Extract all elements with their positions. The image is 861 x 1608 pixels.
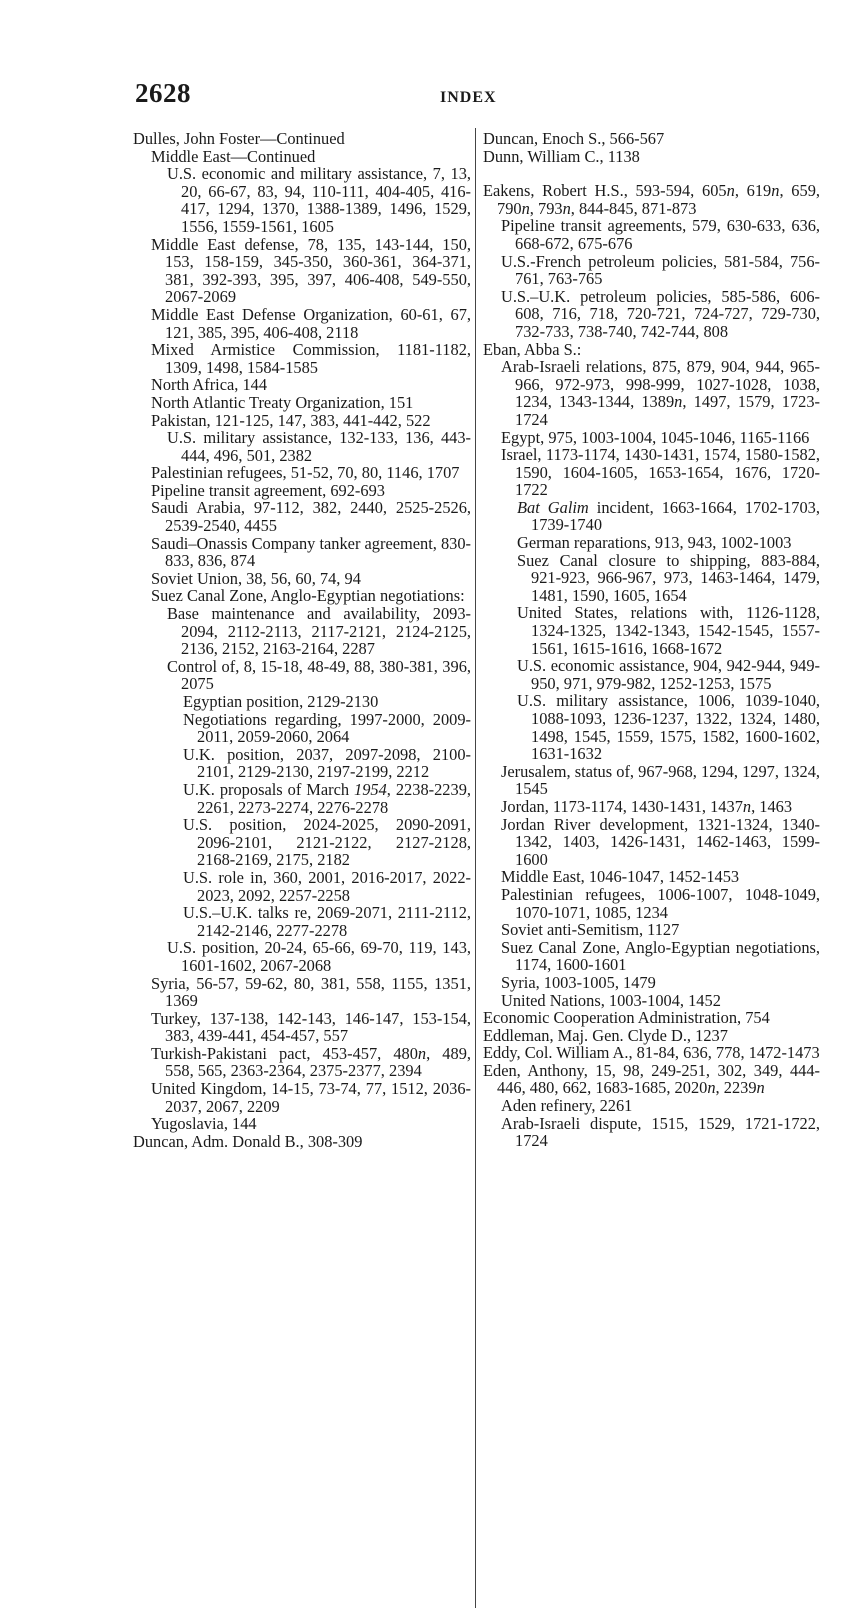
index-entry xyxy=(151,394,471,412)
index-entry xyxy=(183,781,471,816)
index-entry-text: Israel, 1173-1174, 1430-1431, 1574, 1580-1582, 1590, 1604-1605, 1653-1654, 1676, 1720-1722 xyxy=(501,445,820,500)
index-entry-text: Saudi–Onassis Company tanker agreement, 830-833, 836, 874 xyxy=(151,533,472,571)
index-entry xyxy=(151,1045,471,1080)
index-entry xyxy=(483,148,820,166)
index-entry-text: , 2238-2239, 2261, 2273-2274, 2276-2278 xyxy=(197,779,471,817)
index-entry-text: U.S. economic assistance, 904, 942-944, 949-950, 971, 979-982, 1252-1253, 1575 xyxy=(517,656,820,693)
index-entry-text: , 619 xyxy=(734,181,772,201)
index-entry-text: Suez Canal Zone, Anglo-Egyptian negotiations, 1174, 1600-1601 xyxy=(501,937,820,975)
index-entry xyxy=(517,534,820,552)
index-entry-text: United Nations, 1003-1004, 1452 xyxy=(501,990,721,1010)
index-entry-italic-text: n xyxy=(742,796,752,816)
index-entry-text: U.S. military assistance, 1006, 1039-1040, 1088-1093, 1236-1237, 1322, 1324, 1480, 1498, 1545, 1559, 1575, 1582, 1600-1602, 1631-1632 xyxy=(517,691,820,764)
index-entry-text: Pipeline transit agreement, 692-693 xyxy=(151,480,385,500)
index-entry-text: Eakens, Robert H.S., 593-594, 605 xyxy=(483,181,727,201)
index-entry xyxy=(151,535,471,570)
index-entry-text: Saudi Arabia, 97-112, 382, 2440, 2525-2526, 2539-2540, 4455 xyxy=(151,498,471,536)
index-entry-text: U.S.–U.K. talks re, 2069-2071, 2111-2112, 2142-2146, 2277-2278 xyxy=(183,903,471,940)
index-entry xyxy=(183,816,471,869)
index-entry-text: Jerusalem, status of, 967-968, 1294, 1297, 1324, 1545 xyxy=(501,761,820,799)
index-entry xyxy=(501,1097,820,1115)
index-entry xyxy=(167,429,471,464)
index-entry xyxy=(517,604,820,657)
index-entry-italic-text: n xyxy=(771,181,780,201)
index-entry xyxy=(501,217,820,252)
index-entry-text: Turkish-Pakistani pact, 453-457, 480 xyxy=(151,1043,418,1063)
index-entry xyxy=(501,358,820,428)
index-entry xyxy=(183,711,471,746)
index-entry-text: Middle East Defense Organization, 60-61, 67, 121, 385, 395, 406-408, 2118 xyxy=(151,304,471,342)
index-entry-italic-text: n xyxy=(707,1078,716,1098)
index-entry-text: Middle East defense, 78, 135, 143-144, 150, 153, 158-159, 345-350, 360-361, 364-371, 381, 392-393, 395, 397, 406-408, 549-550, 2067-2069 xyxy=(151,234,471,307)
index-entry-text: German reparations, 913, 943, 1002-1003 xyxy=(517,533,792,553)
index-entry xyxy=(183,869,471,904)
index-entry xyxy=(133,1133,471,1151)
index-entry-italic-text: n xyxy=(417,1043,427,1063)
index-entry xyxy=(517,692,820,762)
index-entry xyxy=(501,974,820,992)
index-entry xyxy=(167,605,471,658)
index-entry-text: Soviet Union, 38, 56, 60, 74, 94 xyxy=(151,568,361,588)
index-entry xyxy=(183,693,471,711)
index-entry-text: Syria, 56-57, 59-62, 80, 381, 558, 1155, 1351, 1369 xyxy=(151,973,471,1011)
index-entry xyxy=(501,992,820,1010)
page-number: 2628 xyxy=(135,78,191,108)
index-entry-text: Dulles, John Foster—Continued xyxy=(133,129,345,148)
index-entry xyxy=(151,306,471,341)
index-entry xyxy=(151,587,471,605)
index-entry xyxy=(501,446,820,499)
index-entry xyxy=(501,1115,820,1150)
index-entry xyxy=(501,868,820,886)
index-entry xyxy=(501,939,820,974)
index-entry-text: Middle East, 1046-1047, 1452-1453 xyxy=(501,867,740,887)
index-column-left xyxy=(133,130,471,1150)
index-entry-text: Arab-Israeli dispute, 1515, 1529, 1721-1722, 1724 xyxy=(501,1113,820,1151)
index-entry xyxy=(151,236,471,306)
index-entry-text: Control of, 8, 15-18, 48-49, 88, 380-381, 396, 2075 xyxy=(167,656,471,694)
index-entry-text: Soviet anti-Semitism, 1127 xyxy=(501,920,680,940)
index-entry xyxy=(167,939,471,974)
index-entry xyxy=(167,165,471,235)
index-entry-text: Palestinian refugees, 1006-1007, 1048-1049, 1070-1071, 1085, 1234 xyxy=(501,884,820,922)
index-entry-text: U.K. position, 2037, 2097-2098, 2100-2101, 2129-2130, 2197-2199, 2212 xyxy=(183,744,471,782)
index-entry-text: incident, 1663-1664, 1702-1703, 1739-1740 xyxy=(531,497,820,535)
index-entry-italic-text: 1954 xyxy=(354,779,387,799)
index-entry xyxy=(151,464,471,482)
index-entry-text: Aden refinery, 2261 xyxy=(501,1096,633,1116)
index-entry-text: United States, relations with, 1126-1128, 1324-1325, 1342-1343, 1542-1545, 1557-1561, 1615-1616, 1668-1672 xyxy=(517,603,820,658)
index-entry xyxy=(133,130,471,148)
index-entry-text: Yugoslavia, 144 xyxy=(151,1114,257,1134)
index-entry xyxy=(483,1062,820,1097)
index-entry-text: Duncan, Adm. Donald B., 308-309 xyxy=(133,1131,363,1151)
index-entry-text: U.S. role in, 360, 2001, 2016-2017, 2022-2023, 2092, 2257-2258 xyxy=(183,867,471,905)
index-entry-text: Duncan, Enoch S., 566-567 xyxy=(483,129,665,148)
index-entry-text: Eddy, Col. William A., 81-84, 636, 778, 1472-1473 xyxy=(483,1043,820,1063)
index-entry xyxy=(517,499,820,534)
index-entry-italic-text: n xyxy=(521,198,530,218)
index-entry-text: North Africa, 144 xyxy=(151,375,268,395)
index-entry-text: U.K. proposals of March xyxy=(183,779,355,799)
index-entry-text: Eban, Abba S.: xyxy=(483,339,582,359)
index-entry xyxy=(151,570,471,588)
index-entry-text: Turkey, 137-138, 142-143, 146-147, 153-154, 383, 439-441, 454-457, 557 xyxy=(151,1008,471,1046)
index-entry xyxy=(501,886,820,921)
index-entry xyxy=(483,1027,820,1045)
index-entry-text: U.S.–U.K. petroleum policies, 585-586, 606-608, 716, 718, 720-721, 724-727, 729-730, 732-733, 738-740, 742-744, 808 xyxy=(501,286,820,341)
index-entry xyxy=(501,798,820,816)
index-entry-text: U.S.-French petroleum policies, 581-584, 756-761, 763-765 xyxy=(501,251,820,289)
index-entry-text: , 659, 790 xyxy=(497,181,820,218)
index-entry-italic-text: n xyxy=(756,1078,765,1098)
index-entry xyxy=(151,148,471,166)
index-column-right xyxy=(483,130,820,1150)
index-entry-italic-text: Bat Galim xyxy=(517,497,589,517)
index-entry xyxy=(183,746,471,781)
column-divider xyxy=(475,128,476,1608)
index-entry xyxy=(151,412,471,430)
index-entry-text: U.S. position, 2024-2025, 2090-2091, 2096-2101, 2121-2122, 2127-2128, 2168-2169, 2175, 2182 xyxy=(183,815,471,870)
index-entry-text: Jordan River development, 1321-1324, 1340-1342, 1403, 1426-1431, 1462-1463, 1599-1600 xyxy=(501,814,820,869)
index-entry xyxy=(151,1080,471,1115)
index-entry xyxy=(151,1010,471,1045)
index-entry xyxy=(501,763,820,798)
index-entry xyxy=(151,341,471,376)
index-entry-text: Suez Canal Zone, Anglo-Egyptian negotiations: xyxy=(151,586,465,606)
index-entry-italic-text: n xyxy=(674,392,683,412)
index-entry-text: Egyptian position, 2129-2130 xyxy=(183,692,379,711)
index-entry-text: Palestinian refugees, 51-52, 70, 80, 1146, 1707 xyxy=(151,463,460,483)
index-entry xyxy=(501,816,820,869)
index-entry-text: Eddleman, Maj. Gen. Clyde D., 1237 xyxy=(483,1025,728,1045)
index-entry xyxy=(151,975,471,1010)
index-entry-italic-text: n xyxy=(562,198,571,218)
index-entry-text: United Kingdom, 14-15, 73-74, 77, 1512, 2036-2037, 2067, 2209 xyxy=(151,1079,471,1116)
index-entry xyxy=(483,341,820,359)
index-entry-text: , 2239 xyxy=(715,1078,757,1098)
index-entry xyxy=(483,182,820,217)
index-entry-text: Economic Cooperation Administration, 754 xyxy=(483,1008,770,1028)
index-entry xyxy=(517,552,820,605)
index-entry-text: , 1497, 1579, 1723-1724 xyxy=(515,392,821,429)
index-entry-text: Mixed Armistice Commission, 1181-1182, 1309, 1498, 1584-1585 xyxy=(151,340,471,377)
index-entry-text: , 1463 xyxy=(751,796,793,816)
index-entry-text: Jordan, 1173-1174, 1430-1431, 1437 xyxy=(501,796,743,816)
index-entry xyxy=(151,482,471,500)
index-entry xyxy=(483,130,820,148)
index-entry xyxy=(183,904,471,939)
index-entry xyxy=(151,1115,471,1133)
index-entry-text: U.S. position, 20-24, 65-66, 69-70, 119, 143, 1601-1602, 2067-2068 xyxy=(167,938,471,975)
index-entry xyxy=(151,376,471,394)
index-entry-text: , 793 xyxy=(529,198,563,218)
index-entry xyxy=(501,921,820,939)
index-entry-text: , 489, 558, 565, 2363-2364, 2375-2377, 2394 xyxy=(165,1043,471,1081)
page-title: INDEX xyxy=(440,89,497,106)
index-entry-text: Syria, 1003-1005, 1479 xyxy=(501,972,656,992)
index-entry xyxy=(501,253,820,288)
index-entry xyxy=(483,1009,820,1027)
index-entry xyxy=(167,658,471,693)
index-entry-text: Egypt, 975, 1003-1004, 1045-1046, 1165-1166 xyxy=(501,427,810,447)
index-entry-text: Base maintenance and availability, 2093-2094, 2112-2113, 2117-2121, 2124-2125, 2136, 2152, 2163-2164, 2287 xyxy=(167,604,471,659)
index-entry-italic-text: n xyxy=(726,181,735,201)
index-entry-text: Pakistan, 121-125, 147, 383, 441-442, 522 xyxy=(151,410,431,430)
index-entry-text: Pipeline transit agreements, 579, 630-633, 636, 668-672, 675-676 xyxy=(501,216,820,253)
index-entry xyxy=(501,429,820,447)
index-entry xyxy=(483,1044,820,1062)
index-entry-text: U.S. economic and military assistance, 7, 13, 20, 66-67, 83, 94, 110-111, 404-405, 416-417, 1294, 1370, 1388-1389, 1496, 1529, 1556, 1559-1561, 1605 xyxy=(167,164,471,236)
index-entry-text: Arab-Israeli relations, 875, 879, 904, 944, 965-966, 972-973, 998-999, 1027-1028, 1038, 1234, 1343-1344, 1389 xyxy=(501,357,820,412)
index-entry-text: Negotiations regarding, 1997-2000, 2009-2011, 2059-2060, 2064 xyxy=(183,709,471,747)
index-entry-text: , 844-845, 871-873 xyxy=(570,198,697,218)
index-entry-text: North Atlantic Treaty Organization, 151 xyxy=(151,392,414,412)
index-entry-text: U.S. military assistance, 132-133, 136, 443-444, 496, 501, 2382 xyxy=(167,428,471,465)
index-entry xyxy=(517,657,820,692)
index-entry xyxy=(151,499,471,534)
index-entry-text: Middle East—Continued xyxy=(151,146,316,166)
index-entry xyxy=(501,288,820,341)
index-entry-text: Dunn, William C., 1138 xyxy=(483,146,640,166)
index-entry-text: Eden, Anthony, 15, 98, 249-251, 302, 349, 444-446, 480, 662, 1683-1685, 2020 xyxy=(483,1060,820,1098)
index-entry-text: Suez Canal closure to shipping, 883-884, 921-923, 966-967, 973, 1463-1464, 1479, 1481, 1590, 1605, 1654 xyxy=(517,550,820,605)
